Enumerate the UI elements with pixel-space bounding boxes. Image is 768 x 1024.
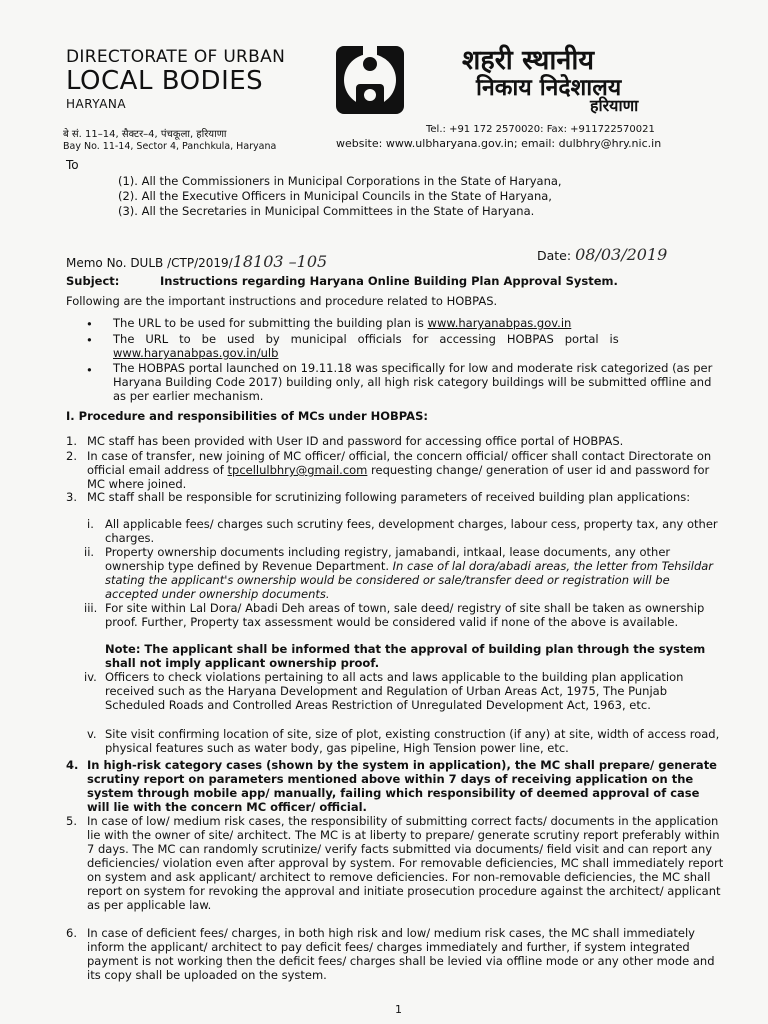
item-3-text: MC staff shall be responsible for scrutinizing following parameters of received building plan applications: (87, 490, 691, 504)
page-number: 1 (395, 1003, 402, 1016)
subitem-ii-text (105, 545, 725, 601)
bullet-1-marker: • (86, 317, 93, 331)
recipient-1: (1). All the Commissioners in Municipal Corporations in the State of Haryana, (118, 174, 562, 188)
subject-text: Instructions regarding Haryana Online Building Plan Approval System. (160, 274, 618, 288)
telephone-fax: Tel.: +91 172 2570020: Fax: +911722570021 (426, 124, 655, 135)
hobpas-url-link[interactable]: www.haryanabpas.gov.in (427, 316, 572, 330)
address-english: Bay No. 11-14, Sector 4, Panchkula, Haryana (63, 141, 277, 152)
to-label: To (66, 158, 79, 172)
org-state: HARYANA (66, 97, 127, 111)
item-1-number: 1. (66, 434, 77, 448)
date-label: Date: (537, 248, 572, 263)
org-name-hindi-line1: शहरी स्थानीय (462, 45, 594, 76)
org-name-hindi-line2: निकाय निदेशालय (476, 75, 622, 101)
memo-number (66, 252, 327, 271)
bullet-1 (113, 316, 721, 330)
item-6-text: In case of deficient fees/ charges, in both high risk and low/ medium risk cases, the MC shall immediately inform the applicant/ architect to pay deficit fees/ charges immediately and further, if system integrated payment is not working then the deficit fees/ charges shall be levied via offline mode or any other mode and its copy shall be uploaded on the system. (87, 926, 715, 982)
item-1-text: MC staff has been provided with User ID and password for accessing office portal of HOBPAS. (87, 434, 624, 448)
memo-handwritten: 18103 –105 (232, 252, 328, 271)
subitem-iv-text: Officers to check violations pertaining to all acts and laws applicable to the building plan application received such as the Haryana Development and Regulation of Urban Areas Act, 1975, The Punjab Scheduled Roads and Controlled Areas Restriction of Unregulated Development Act, 1963, etc. (105, 670, 684, 712)
item-2-text (87, 449, 725, 491)
bullet-1-text: The URL to be used for submitting the building plan is (113, 316, 428, 330)
subitem-ii-italic: In case of lal dora/abadi areas, the letter from Tehsildar stating the applicant's ownership would be considered or sale/transfer deed or registration will be accepted under ownership documents. (105, 559, 714, 601)
website-email: website: www.ulbharyana.gov.in; email: dulbhry@hry.nic.in (336, 137, 662, 150)
recipient-3: (3). All the Secretaries in Municipal Committees in the State of Haryana. (118, 204, 535, 218)
memo-label: Memo No. DULB /CTP/2019/ (66, 256, 233, 270)
address-hindi: बे सं. 11–14, सैक्टर–4, पंचकूला, हरियाणा (63, 129, 227, 140)
subitem-i-text: All applicable fees/ charges such scrutiny fees, development charges, labour cess, property tax, any other charges. (105, 517, 718, 545)
bullet-3-text: The HOBPAS portal launched on 19.11.18 was specifically for low and moderate risk categorized (as per Haryana Building Code 2017) building only, all high risk category buildings will be submitted offline and as per earlier mechanism. (113, 361, 713, 403)
subitem-i-number: i. (87, 517, 94, 531)
org-state-hindi: हरियाणा (590, 96, 639, 115)
tpcell-email-link[interactable]: tpcellulbhry@gmail.com (227, 463, 368, 477)
recipient-2: (2). All the Executive Officers in Municipal Councils in the State of Haryana, (118, 189, 552, 203)
subject-label: Subject: (66, 274, 120, 288)
subitem-ii-number: ii. (84, 545, 95, 559)
subitem-iii-text: For site within Lal Dora/ Abadi Deh areas of town, sale deed/ registry of site shall be taken as ownership proof. Further, Property tax assessment would be considered valid if none of the above is available. (105, 601, 705, 629)
item-5-text: In case of low/ medium risk cases, the responsibility of submitting correct facts/ documents in the application lie with the owner of site/ architect. The MC is at liberty to prepare/ generate scrutiny report preferably within 7 days. The MC can randomly scrutinize/ verify facts submitted via documents/ field visit and can report any deficiencies/ violation even after approval by system. For removable deficiencies, MC shall immediately report on system and ask applicant/ architect to remove deficiencies. For non-removable deficiencies, the MC shall report on system for revoking the approval and initiate prosecution procedure against the architect/ applicant as per applicable law. (87, 814, 724, 912)
org-name-line2: LOCAL BODIES (66, 66, 264, 96)
item-2-pre: In case of transfer, new joining of MC officer/ official, the concern official/ officer shall contact Directorate on official email address of (87, 449, 712, 477)
subject (66, 274, 716, 288)
item-6-number: 6. (66, 926, 77, 940)
item-4-text: In high-risk category cases (shown by the system in application), the MC shall prepare/ generate scrutiny report on parameters mentioned above within 7 days of receiving application on the system through mobile app/ manually, failing which responsibility of deemed approval of case will lie with the concern MC officer/ official. (87, 758, 717, 814)
subitem-iii-note: Note: The applicant shall be informed that the approval of building plan through the system shall not imply applicant ownership proof. (105, 642, 706, 670)
intro-paragraph: Following are the important instructions and procedure related to HOBPAS. (66, 294, 498, 308)
item-3-number: 3. (66, 490, 77, 504)
subitem-iv-number: iv. (84, 670, 97, 684)
subitem-ii-main: Property ownership documents including registry, jamabandi, intkaal, lease documents, any other ownership type defined by Revenue Department. (105, 545, 671, 573)
item-4-number: 4. (66, 758, 79, 772)
bullet-3-marker: • (86, 363, 93, 377)
date-handwritten: 08/03/2019 (575, 245, 668, 264)
subitem-iii-number: iii. (84, 601, 98, 615)
item-2-post: requesting change/ generation of user id and password for MC where joined. (87, 463, 710, 491)
item-2-number: 2. (66, 449, 77, 463)
hobpas-ulb-url-link[interactable]: www.haryanabpas.gov.in/ulb (113, 346, 279, 360)
org-name-line1: DIRECTORATE OF URBAN (66, 47, 286, 67)
ulb-logo-icon (330, 40, 410, 120)
bullet-2-marker: • (86, 333, 93, 347)
subitem-v-text: Site visit confirming location of site, size of plot, existing construction (if any) at site, width of access road, physical features such as water body, gas pipeline, High Tension power line, etc. (105, 727, 720, 755)
bullet-2-text: The URL to be used by municipal officials for accessing HOBPAS portal is (113, 332, 619, 346)
item-5-number: 5. (66, 814, 77, 828)
subitem-v-number: v. (87, 727, 97, 741)
section-title: I. Procedure and responsibilities of MCs under HOBPAS: (66, 409, 428, 423)
date (537, 245, 667, 264)
